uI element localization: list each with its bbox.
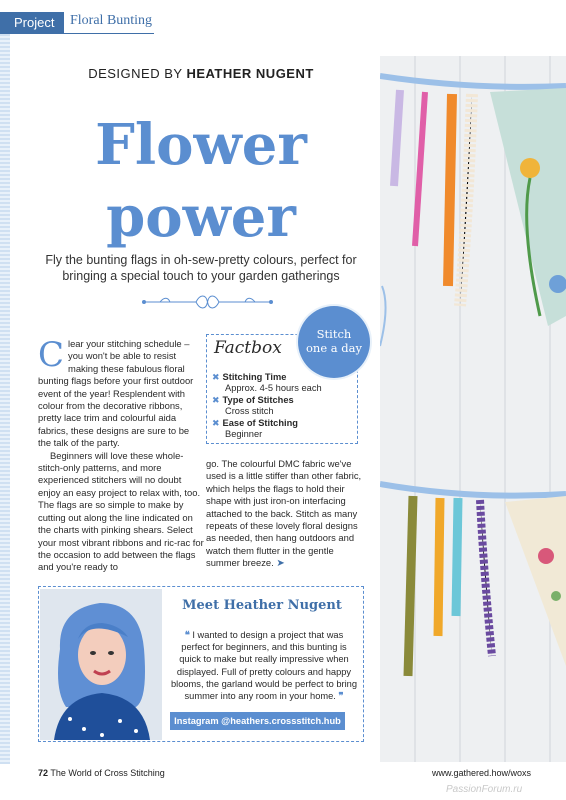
star-bullet-icon: ✖ [212,395,220,405]
bunting-photo [380,56,566,762]
project-tab: Project [0,12,64,34]
badge-line2: one a day [305,341,363,355]
factbox-title: Factbox [214,338,282,358]
factbox-value: Approx. 4-5 hours each [225,383,322,393]
drop-cap: C [38,335,65,375]
body-paragraph-1 [38,335,204,450]
page-number: 72 [38,768,49,778]
designer-portrait [40,589,162,740]
factbox-value: Beginner [225,429,263,439]
end-arrow-icon: ➤ [276,558,285,570]
byline-name: HEATHER NUGENT [186,66,314,81]
designer-quote-text: I wanted to design a project that was perfect for beginners, and this bunting is quick to make but really impressive when displayed. Full of pretty colours and happy blooms, the garland would be perfect to bring summer into any room in your home. [170,630,358,702]
body-paragraph-3-text: go. The colourful DMC fabric we've used is a little stiffer than other fabric, which helps the flags to hold their shape with just iron-on interfacing attached to the back. Stitch as many repeats of these lovely floral designs as needed, then hang outdoors and watch them flutter in the gentle summer breeze. [206,458,362,569]
body-paragraph-1-text: lear your stitching schedule – you won't be able to resist making these fabulous floral bunting flags before your first outdoor event of the year! Resplendent with colour from the decorative ribbons, pretty lace trim and colourful aida fabrics, these designs are sure to be the talk of the party. [38,338,194,449]
watermark: PassionForum.ru [446,784,523,795]
factbox-label: Ease of Stitching [222,418,298,428]
byline-prefix: DESIGNED BY [88,66,183,81]
body-column-2 [206,458,366,571]
stitch-a-day-badge [298,306,370,378]
header-divider [64,33,154,34]
close-quote-icon: ❞ [335,691,344,702]
factbox-value: Cross stitch [225,406,274,416]
body-paragraph-3 [206,458,366,571]
open-quote-icon: ❝ [184,630,193,640]
factbox-list [212,372,358,441]
factbox-item-type-of-stitches [212,395,358,417]
star-bullet-icon: ✖ [212,418,220,428]
star-bullet-icon: ✖ [212,372,220,382]
instagram-banner: Instagram @heathers.crossstitch.hub [170,712,345,730]
badge-line1: Stitch [316,327,352,341]
magazine-name: The World of Cross Stitching [50,768,165,778]
folio [38,768,165,778]
intro-line1: Fly the bunting flags in oh-sew-pretty colours, perfect for [45,253,357,267]
meet-title: Meet Heather Nugent [182,598,342,613]
page-title-line2: power [106,184,296,250]
intro-line2: bringing a special touch to your garden gatherings [62,269,340,283]
body-column-1 [38,335,204,574]
flourish-ornament [140,292,275,312]
page-title-line1: Flower [95,112,307,178]
factbox-label: Type of Stitches [222,395,294,405]
intro-standfirst [36,252,366,284]
factbox-label: Stitching Time [222,372,287,382]
byline [36,66,366,81]
decorative-side-strip [0,34,10,764]
designer-quote [170,629,358,702]
factbox-item-ease-of-stitching [212,418,358,440]
section-label: Floral Bunting [70,13,153,28]
body-paragraph-2: Beginners will love these whole-stitch-only patterns, and more experienced stitchers will no doubt enjoy an easy project to relax with, too. The flags are so simple to make by cutting out along the line indicated on the charts with pinking shears. Select your most vibrant ribbons and ric-rac for the occasion to add between the flags and you're ready to [38,449,204,573]
website-url: www.gathered.how/woxs [432,768,532,778]
